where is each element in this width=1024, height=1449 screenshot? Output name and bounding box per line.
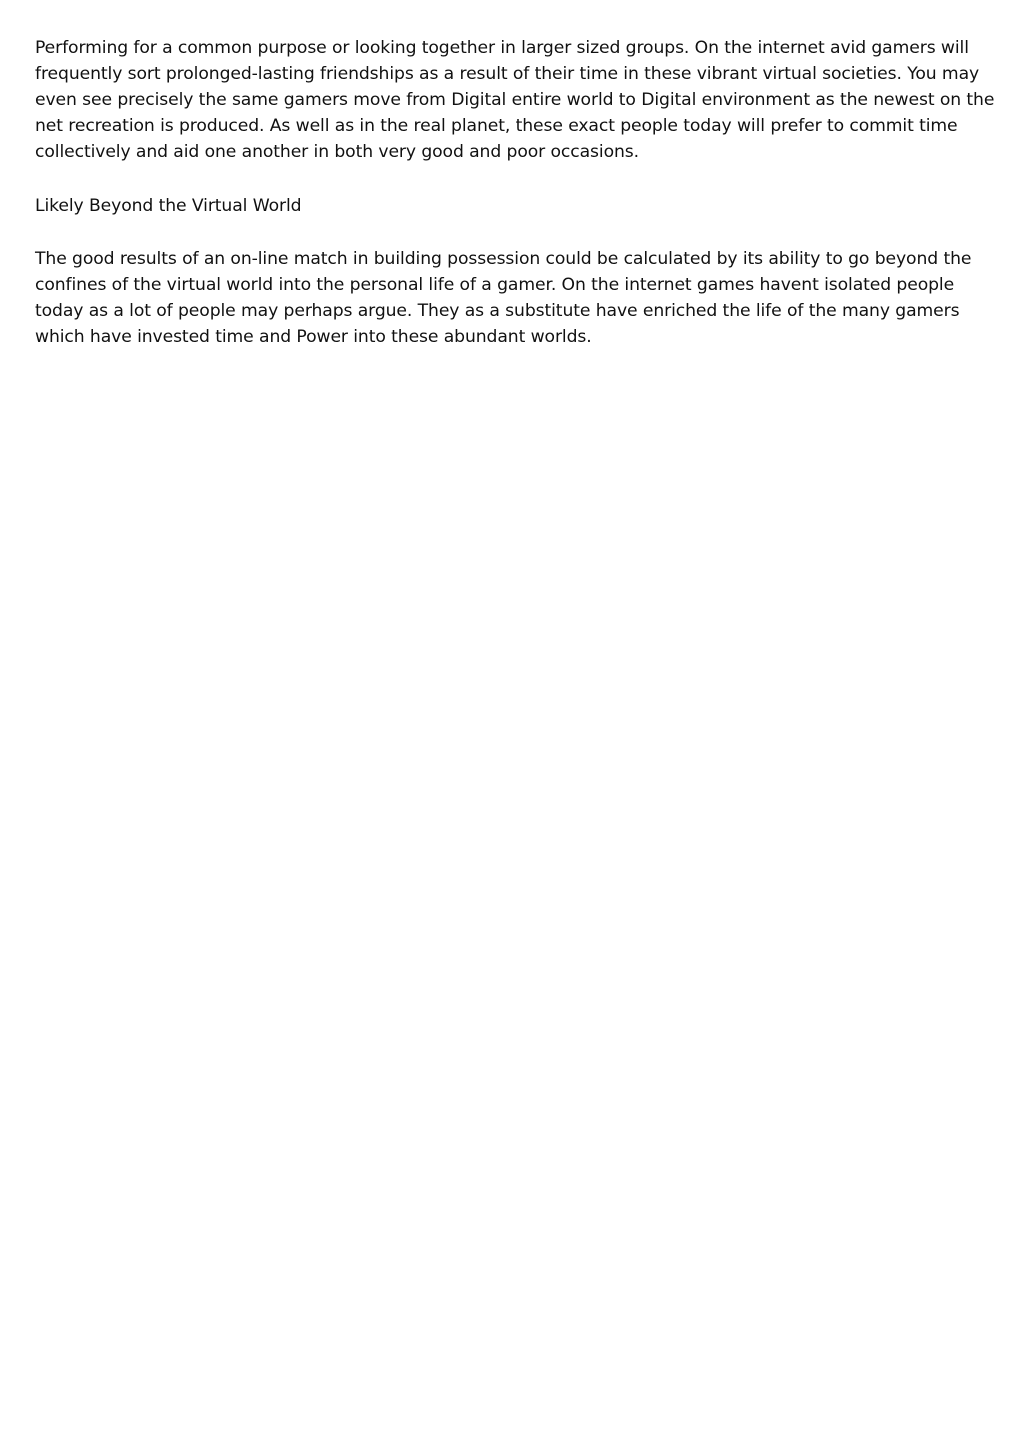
document-body (35, 36, 995, 351)
paragraph-body: The good results of an on-line match in building possession could be calculated by its ability to go beyond the confines of the virtual world into the personal life of a gamer. On the internet games havent isolated people today as a lot of people may perhaps argue. They as a substitute have enriched the life of the many gamers which have invested time and Power into these abundant worlds. (35, 249, 972, 348)
section-heading: Likely Beyond the Virtual World (35, 195, 302, 216)
paragraph-intro: Performing for a common purpose or looking together in larger sized groups. On the internet avid gamers will frequently sort prolonged-lasting friendships as a result of their time in these vibrant virtual societies. You may even see precisely the same gamers move from Digital entire world to Digital environment as the newest on the net recreation is produced. As well as in the real planet, these exact people today will prefer to commit time collectively and aid one another in both very good and poor occasions. (35, 38, 995, 162)
